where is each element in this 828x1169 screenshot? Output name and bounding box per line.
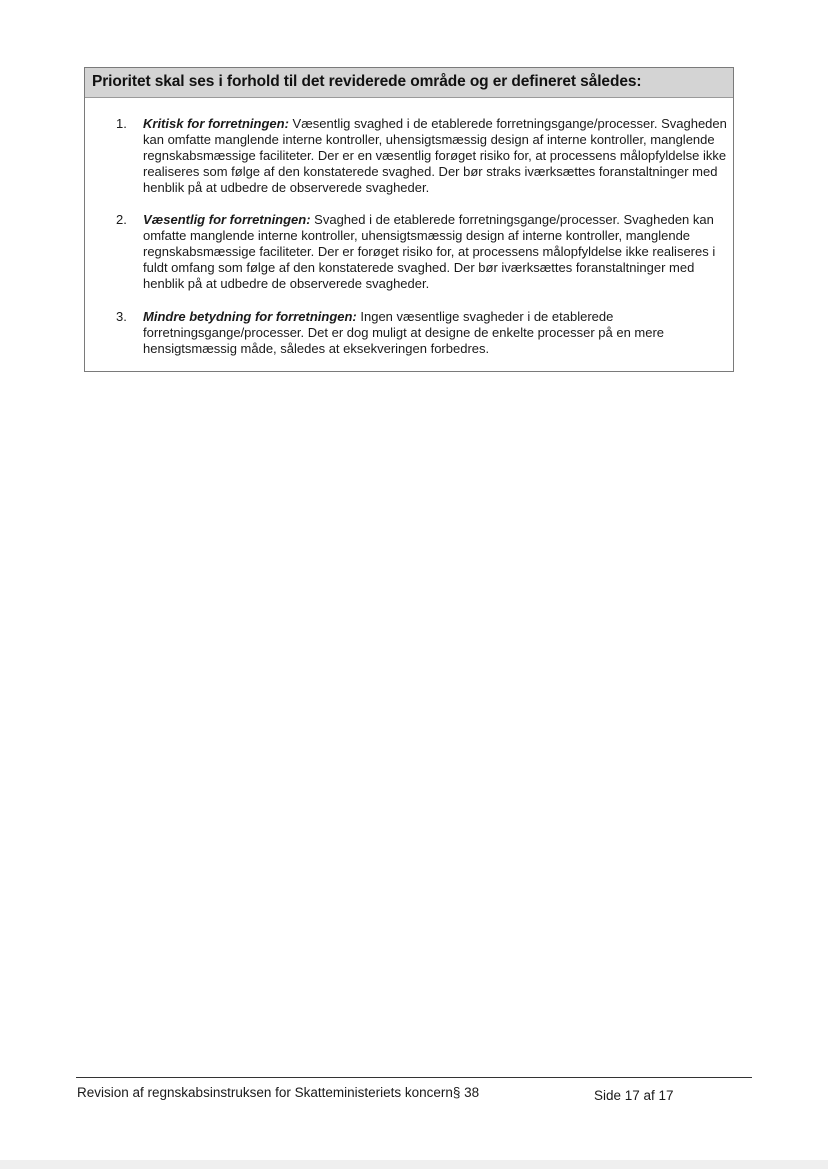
list-item-text: Ingen væsentlige svagheder i de etablerede forretningsgange/processer. Det er dog muligt at designe de enkelte processer på en mere hensigtsmæssig måde, således at eksekveringen forbedres.: [143, 309, 665, 356]
list-item-number: 3.: [116, 309, 127, 324]
footer-divider: [76, 1077, 752, 1078]
list-item-title: Mindre betydning for forretningen:: [143, 309, 357, 324]
list-item-body: [143, 309, 729, 357]
page-edge-shade: [0, 1160, 828, 1169]
list-item-title: Væsentlig for forretningen:: [143, 212, 311, 227]
priority-box-heading: Prioritet skal ses i forhold til det reviderede område og er defineret således:: [92, 73, 642, 90]
priority-list: [85, 68, 733, 371]
footer-document-title: Revision af regnskabsinstruksen for Skatteministeriets koncern§ 38: [77, 1085, 480, 1100]
list-item-title: Kritisk for forretningen:: [143, 116, 289, 131]
footer-page-number: Side 17 af 17: [594, 1088, 674, 1103]
list-item-body: [143, 212, 729, 292]
list-item-number: 1.: [116, 116, 127, 131]
list-item-text: Væsentlig svaghed i de etablerede forretningsgange/processer. Svagheden kan omfatte manglende interne kontroller, uhensigtsmæssig design af interne kontroller, manglende regnskabsmæssige faciliteter. Der er en væsentlig forøget risiko for, at processens målopfyldelse ikke realiseres som følge af den konstaterede svaghed. Der bør straks iværksættes foranstaltninger med henblik på at udbedre de observerede svagheder.: [143, 116, 727, 195]
list-item-body: [143, 116, 729, 196]
priority-definition-box: [84, 67, 734, 372]
list-item-number: 2.: [116, 212, 127, 227]
list-item-text: Svaghed i de etablerede forretningsgange/processer. Svagheden kan omfatte manglende interne kontroller, uhensigtsmæssig design af interne kontroller, manglende regnskabsmæssige faciliteter. Der er forøget risiko for, at processens målopfyldelse ikke realiseres i fuldt omfang som følge af den konstaterede svaghed. Der bør iværksættes foranstaltninger med henblik på at udbedre de observerede svagheder.: [143, 212, 716, 291]
